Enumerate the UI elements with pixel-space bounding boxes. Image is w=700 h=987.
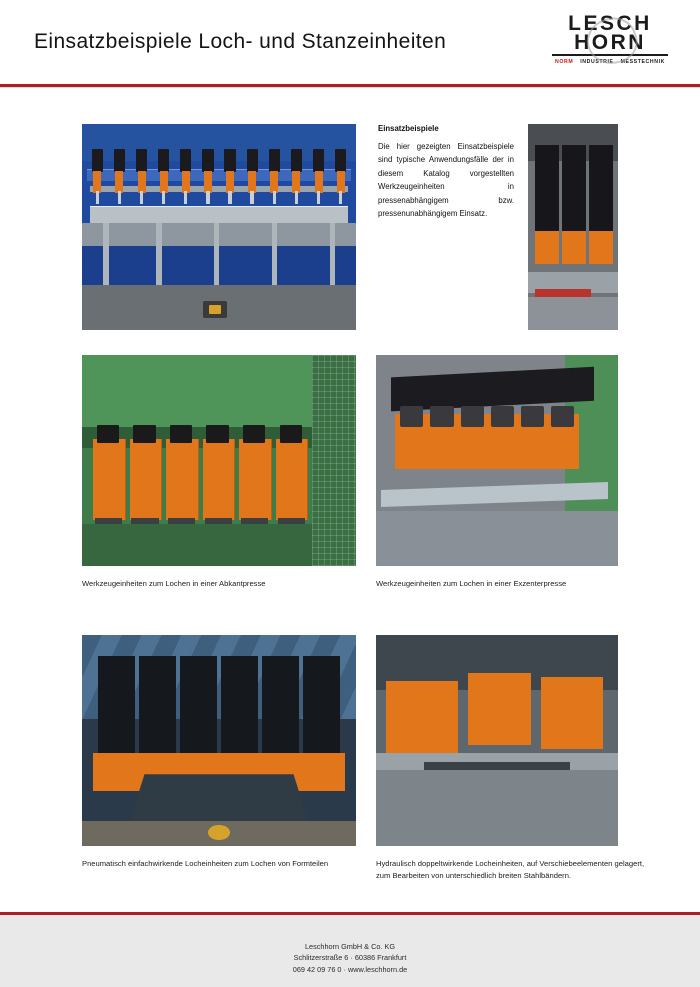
footer-company: Leschhorn GmbH & Co. KG [304, 941, 396, 951]
intro-body: Die hier gezeigten Einsatzbeispiele sind typische Anwendungsfälle der in diesem Katalog vorgestellten Werkzeugeinheiten in pressenabhängigem bzw. pressenunabhängigem Einsatz. [378, 142, 514, 219]
figure-press-units-dark [528, 124, 618, 330]
footer-contact [0, 941, 700, 976]
figure-image [82, 635, 356, 846]
footer-accent-rule [0, 912, 700, 915]
intro-title: Einsatzbeispiele [378, 124, 439, 133]
figure-image [376, 355, 618, 566]
caption-pneumatisch-locheinheiten: Pneumatisch einfachwirkende Locheinheiten zum Lochen von Formteilen [82, 859, 329, 868]
figure-pneumatisch-locheinheiten [82, 635, 356, 846]
intro-text-block [378, 124, 514, 220]
figure-abkantpresse [82, 355, 356, 566]
logo-sub-industrie: INDUSTRIE [580, 59, 614, 65]
logo-text-line2: HORN [574, 31, 646, 54]
caption-abkantpresse: Werkzeugeinheiten zum Lochen in einer Abkantpresse [82, 579, 266, 588]
logo-sub-messtechnik: MESSTECHNIK [620, 59, 665, 65]
figure-image [82, 124, 356, 330]
page-title: Einsatzbeispiele Loch- und Stanzeinheiten [34, 30, 447, 53]
figure-exzenterpresse [376, 355, 618, 566]
header-thin-rule [0, 87, 700, 88]
figure-image [376, 635, 618, 846]
figure-image [528, 124, 618, 330]
logo-subtitle [550, 59, 670, 65]
footer-address: Schlitzerstraße 6 · 60386 Frankfurt [293, 953, 407, 962]
company-logo [550, 14, 670, 70]
figure-press-line-blue [82, 124, 356, 330]
logo-divider [552, 54, 668, 56]
caption-exzenterpresse: Werkzeugeinheiten zum Lochen in einer Exzenterpresse [376, 579, 567, 588]
logo-text-line1: LESCH [568, 12, 652, 35]
figure-hydraulisch-locheinheiten [376, 635, 618, 846]
logo-sub-norm: NORM [555, 59, 574, 65]
caption-hydraulisch-locheinheiten: Hydraulisch doppeltwirkende Locheinheiten, auf Verschiebeelementen gelagert, zum Bearbeiten von unterschiedlich breiten Stahlbändern. [376, 859, 645, 880]
footer-phone-web: 069 42 09 76 0 · www.leschhorn.de [292, 964, 408, 974]
page-header [0, 0, 700, 84]
figure-image [82, 355, 356, 566]
